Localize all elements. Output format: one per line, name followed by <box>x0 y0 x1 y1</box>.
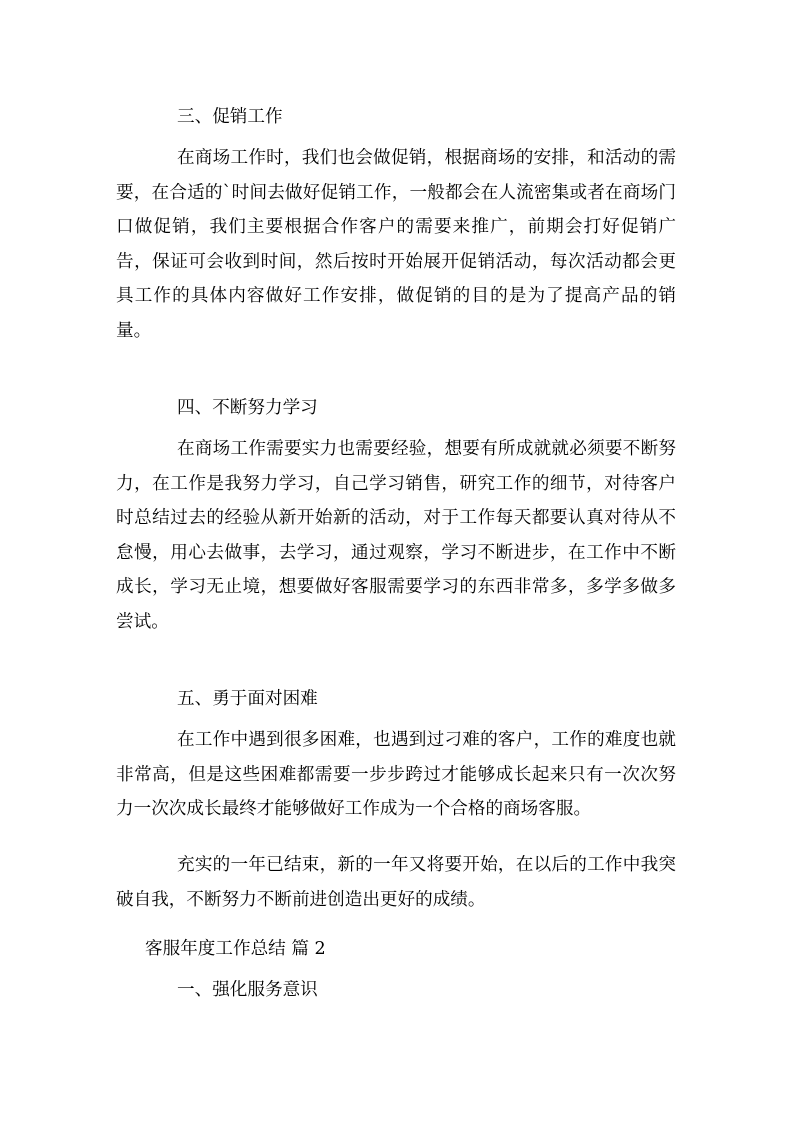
paragraph-promotion: 在商场工作时，我们也会做促销，根据商场的安排，和活动的需要，在合适的`时间去做好促销工作，一般都会在人流密集或者在商场门口做促销，我们主要根据合作客户的需要来推广，前期会打好促销广告，保证可会收到时间，然后按时开始展开促销活动，每次活动都会更具工作的具体内容做好工作安排，做促销的目的是为了提高产品的销量。 <box>116 148 676 341</box>
section-heading-service-awareness: 一、强化服务意识 <box>177 980 318 1000</box>
paragraph-learning: 在商场工作需要实力也需要经验，想要有所成就就必须要不断努力，在工作是我努力学习，自己学习销售，研究工作的细节，对待客户时总结过去的经验从新开始新的活动，对于工作每天都要认真对待从不怠慢，用心去做事，去学习，通过观察，学习不断进步，在工作中不断成长，学习无止境，想要做好客服需要学习的东西非常多，多学多做多尝试。 <box>116 439 676 632</box>
section-heading-promotion: 三、促销工作 <box>177 107 283 127</box>
article-title-part-2: 客服年度工作总结 篇 2 <box>145 939 326 959</box>
section-heading-learning: 四、不断努力学习 <box>177 398 318 418</box>
section-heading-difficulty: 五、勇于面对困难 <box>177 689 318 709</box>
paragraph-difficulty: 在工作中遇到很多困难，也遇到过刁难的客户，工作的难度也就非常高，但是这些困难都需要一步步跨过才能够成长起来只有一次次努力一次次成长最终才能够做好工作成为一个合格的商场客服。 <box>116 730 676 820</box>
paragraph-conclusion: 充实的一年已结束，新的一年又将要开始，在以后的工作中我突破自我，不断努力不断前进创造出更好的成绩。 <box>116 855 676 910</box>
